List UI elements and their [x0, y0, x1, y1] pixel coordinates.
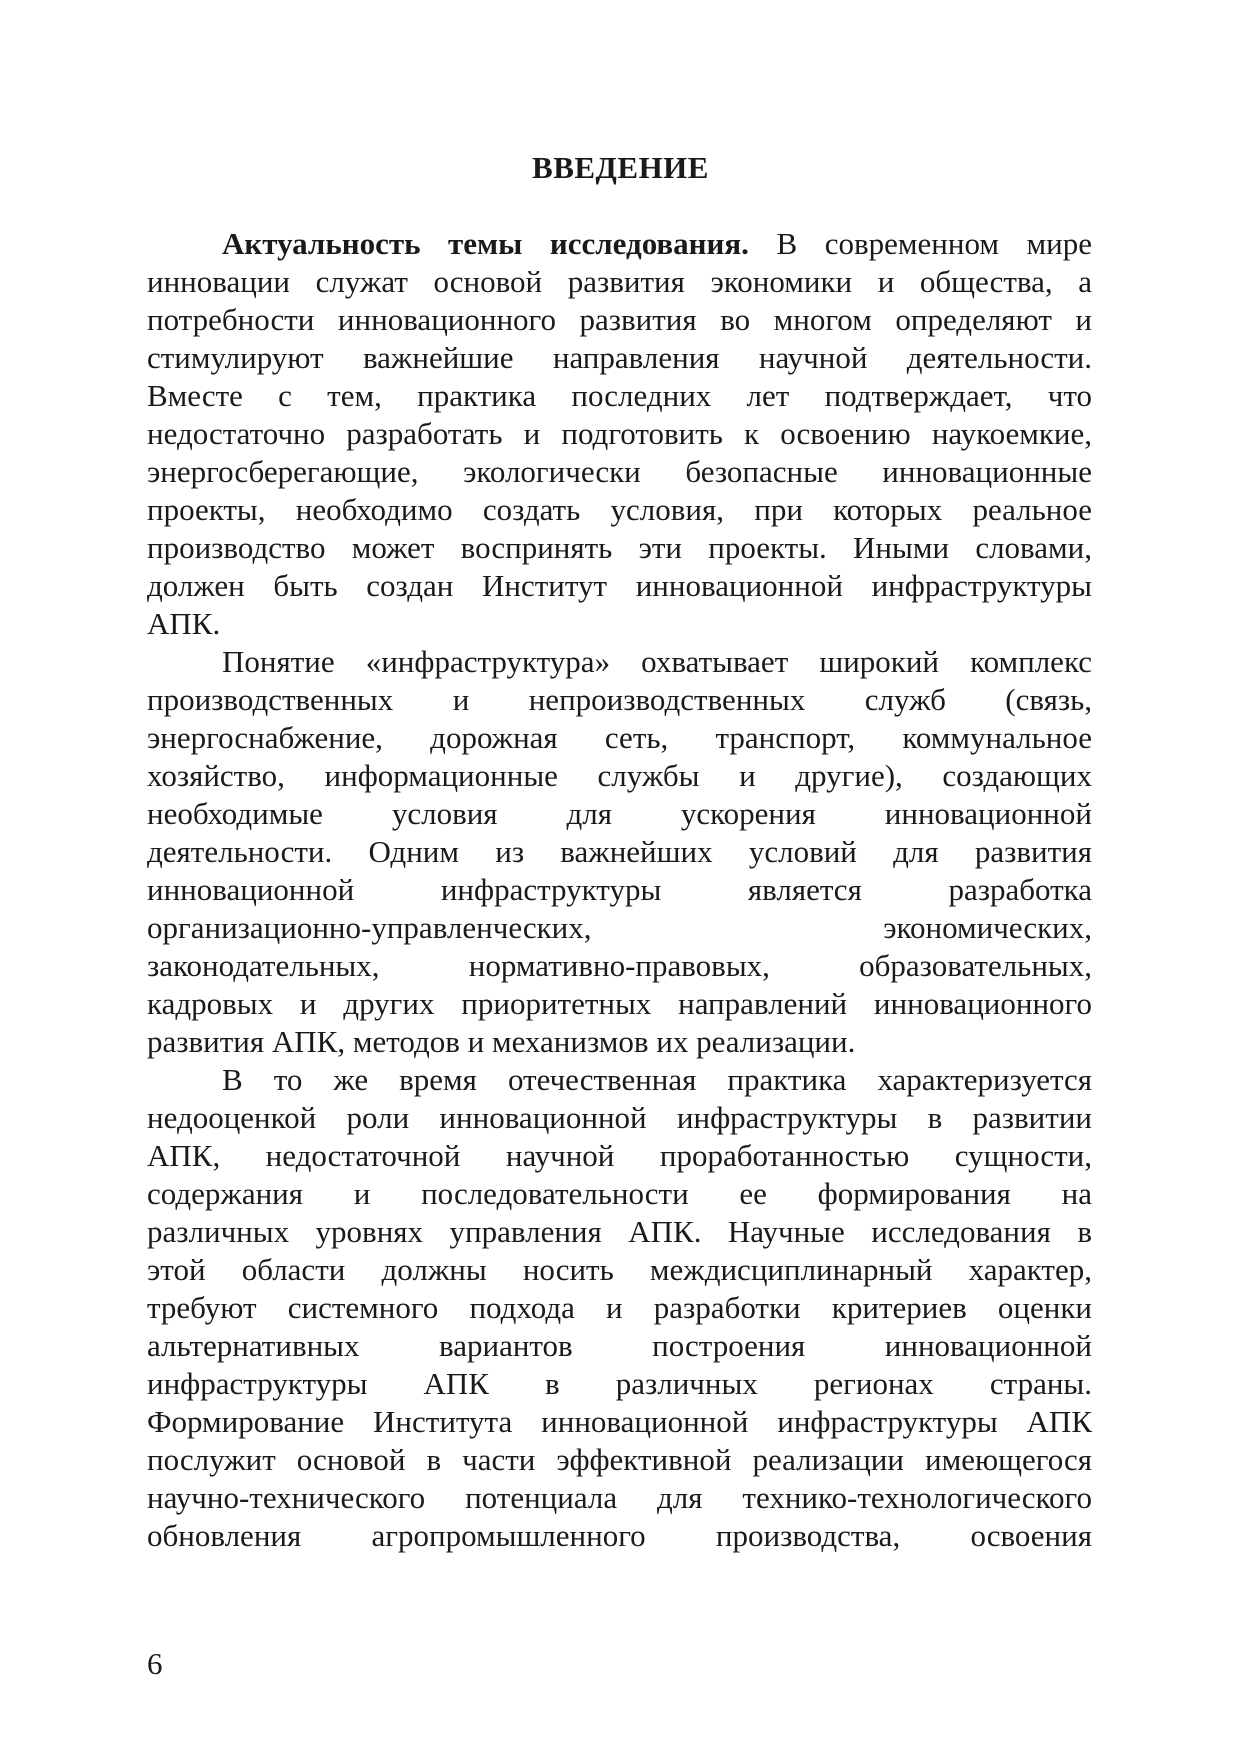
- text-line: хозяйство, информационные службы и другие), создающих: [147, 758, 1092, 793]
- text-line: законодательных, нормативно-правовых, образовательных,: [147, 948, 1092, 983]
- text-line: Понятие «инфраструктура» охватывает широкий комплекс: [222, 644, 1092, 679]
- paragraph-relevance: [147, 225, 1092, 643]
- text-line: АПК.: [147, 606, 221, 641]
- text-line: кадровых и других приоритетных направлений инновационного: [147, 986, 1092, 1021]
- text-line: производственных и непроизводственных служб (связь,: [147, 682, 1092, 717]
- text-line: Формирование Института инновационной инфраструктуры АПК: [147, 1404, 1092, 1439]
- text-line: альтернативных вариантов построения инновационной: [147, 1328, 1092, 1363]
- paragraph-practice: [147, 1061, 1092, 1555]
- text-line: энергосберегающие, экологически безопасные инновационные: [147, 454, 1092, 489]
- page-title: ВВЕДЕНИЕ: [532, 150, 709, 185]
- text-line: содержания и последовательности ее формирования на: [147, 1176, 1092, 1211]
- text-line: производство может воспринять эти проекты. Иными словами,: [147, 530, 1092, 565]
- text-line: послужит основой в части эффективной реализации имеющегося: [147, 1442, 1092, 1477]
- text-line: Актуальность темы исследования. В современном мире: [222, 226, 1093, 261]
- text-line: проекты, необходимо создать условия, при которых реальное: [147, 492, 1092, 527]
- page-number: 6: [147, 1646, 163, 1681]
- text-line: деятельности. Одним из важнейших условий для развития: [147, 834, 1092, 869]
- text-line: В то же время отечественная практика характеризуется: [222, 1062, 1092, 1097]
- text-line: недооценкой роли инновационной инфраструктуры в развитии: [147, 1100, 1092, 1135]
- text-line: организационно-управленческих, экономических,: [147, 910, 1092, 945]
- body-text: [147, 225, 1092, 1555]
- text-line: необходимые условия для ускорения инновационной: [147, 796, 1092, 831]
- text-line: недостаточно разработать и подготовить к освоению наукоемкие,: [147, 416, 1092, 451]
- paragraph-infrastructure: [147, 643, 1092, 1061]
- text-line: различных уровнях управления АПК. Научные исследования в: [147, 1214, 1092, 1249]
- text-line: развития АПК, методов и механизмов их реализации.: [147, 1024, 856, 1059]
- text-line: потребности инновационного развития во многом определяют и: [147, 302, 1092, 337]
- text-line: энергоснабжение, дорожная сеть, транспорт, коммунальное: [147, 720, 1092, 755]
- text-line: обновления агропромышленного производства, освоения: [147, 1518, 1092, 1553]
- text-line: Вместе с тем, практика последних лет подтверждает, что: [147, 378, 1092, 413]
- text-line: требуют системного подхода и разработки критериев оценки: [147, 1290, 1092, 1325]
- text-line: инновационной инфраструктуры является разработка: [147, 872, 1092, 907]
- section-lead: Актуальность темы исследования.: [222, 226, 749, 261]
- text-line: должен быть создан Институт инновационной инфраструктуры: [147, 568, 1092, 603]
- text-line: этой области должны носить междисциплинарный характер,: [147, 1252, 1092, 1287]
- text-line: инновации служат основой развития экономики и общества, а: [147, 264, 1092, 299]
- text-line: научно-технического потенциала для технико-технологического: [147, 1480, 1092, 1515]
- text-line: инфраструктуры АПК в различных регионах страны.: [147, 1366, 1092, 1401]
- text-line: АПК, недостаточной научной проработанностью сущности,: [147, 1138, 1092, 1173]
- text-line: стимулируют важнейшие направления научной деятельности.: [147, 340, 1092, 375]
